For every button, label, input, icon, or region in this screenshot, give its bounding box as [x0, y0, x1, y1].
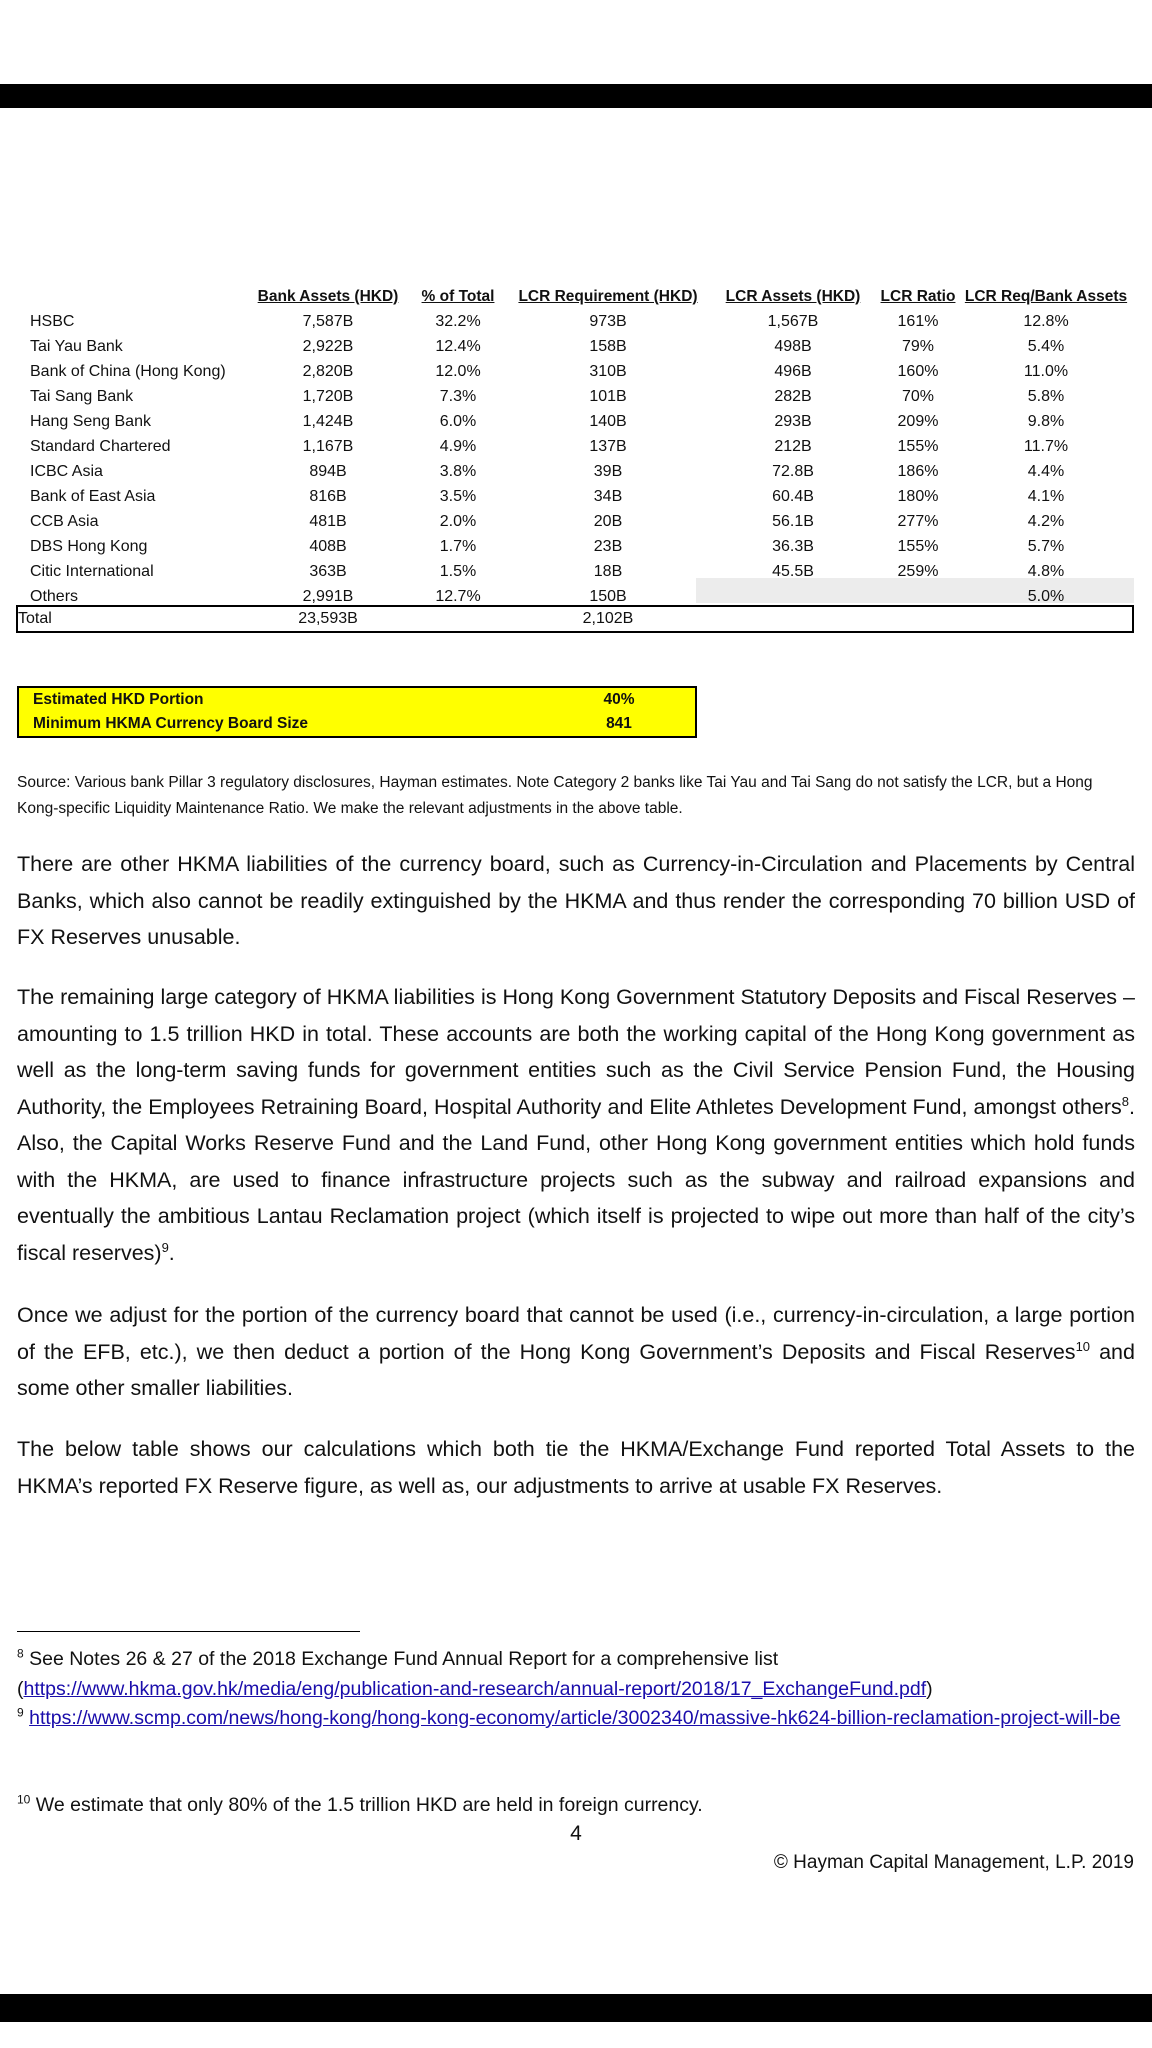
cell-bank-name: Bank of East Asia — [30, 488, 156, 505]
footnote-ref-8[interactable]: 8 — [1121, 1093, 1130, 1109]
cell-pct-total: 2.0% — [439, 513, 477, 530]
table-row — [16, 409, 1134, 434]
cell-bank-assets: 7,587B — [302, 313, 354, 330]
cell-lcr-req-bank-assets: 4.2% — [1027, 513, 1065, 530]
cell-lcr-req-bank-assets: 4.4% — [1027, 463, 1065, 480]
cell-bank-name: Tai Yau Bank — [30, 338, 123, 355]
table-row — [16, 334, 1134, 359]
hkd-portion-highlight-box — [17, 686, 697, 738]
cell-bank-name: Hang Seng Bank — [30, 413, 151, 430]
source-note: Source: Various bank Pillar 3 regulatory disclosures, Hayman estimates. Note Category 2 banks like Tai Yau and Tai Sang do not satisfy the LCR, but a Hong Kong-specific Liquidity Maintenance Ratio. We make the relevant adjustments in the above table. — [17, 774, 1093, 817]
header-lcr-ratio: LCR Ratio — [880, 288, 956, 305]
cell-pct-total: 6.0% — [439, 413, 477, 430]
table-row — [16, 534, 1134, 559]
cell-lcr-req-bank-assets: 12.8% — [1023, 313, 1069, 330]
cell-lcr-requirement: 101B — [589, 388, 627, 405]
cell-lcr-req-bank-assets: 5.0% — [1027, 588, 1065, 605]
cell-bank-name: Citic International — [30, 563, 154, 580]
table-row — [16, 559, 1134, 584]
highlight-value: 40% — [603, 691, 635, 708]
header-lcr-requirement: LCR Requirement (HKD) — [518, 288, 698, 305]
cell-bank-assets: 481B — [309, 513, 347, 530]
header-pct-total: % of Total — [421, 288, 495, 305]
cell-lcr-req-bank-assets: 11.0% — [1023, 363, 1069, 380]
cell-bank-assets: 408B — [309, 538, 347, 555]
cell-lcr-assets: 72.8B — [772, 463, 814, 480]
top-black-bar — [0, 84, 1152, 108]
cell-lcr-requirement: 973B — [589, 313, 627, 330]
paragraph-text: The remaining large category of HKMA liabilities is Hong Kong Government Statutory Deposits and Fiscal Reserves – amounting to 1.5 trillion HKD in total. These accounts are both the working capital of the Hong Kong government as well as the long-term saving funds for government entities such as the Civil Service Pension Fund, the Housing Authority, the Employees Retraining Board, Hospital Authority and Elite Athletes Development Fund, amongst others — [17, 985, 1135, 1119]
table-row — [16, 509, 1134, 534]
cell-lcr-ratio: 277% — [897, 513, 939, 530]
cell-pct-total: 12.0% — [435, 363, 481, 380]
footnote-ref-10[interactable]: 10 — [1075, 1338, 1091, 1354]
cell-lcr-req-bank-assets: 9.8% — [1027, 413, 1065, 430]
scmp-article-link[interactable]: https://www.scmp.com/news/hong-kong/hong-kong-economy/article/3002340/massive-hk624-billion-reclamation-project-will-be — [29, 1707, 1121, 1729]
cell-lcr-assets: 282B — [774, 388, 812, 405]
paragraph-text: Once we adjust for the portion of the currency board that cannot be used (i.e., currency-in-circulation, a large portion of the EFB, etc.), we then deduct a portion of the Hong Kong Government’s Deposits and Fiscal Reserves — [17, 1303, 1135, 1364]
footnote-number: 8 — [17, 1646, 24, 1661]
cell-bank-assets: 1,167B — [302, 438, 354, 455]
table-row — [16, 359, 1134, 384]
cell-bank-name: DBS Hong Kong — [30, 538, 148, 555]
cell-lcr-req-bank-assets: 5.7% — [1027, 538, 1065, 555]
paragraph-text: . Also, the Capital Works Reserve Fund and the Land Fund, other Hong Kong government entities which hold funds with the HKMA, are used to finance infrastructure projects such as the subway and railroad expansions and eventually the ambitious Lantau Reclamation project (which itself is projected to wipe out more than half of the city’s fiscal reserves) — [17, 1094, 1135, 1265]
paragraph-government-deposits — [17, 979, 1135, 1271]
footnote-8 — [17, 1644, 1135, 1704]
cell-lcr-req-bank-assets: 4.1% — [1027, 488, 1065, 505]
table-row — [16, 384, 1134, 409]
footnote-ref-9[interactable]: 9 — [161, 1239, 169, 1255]
cell-lcr-req-bank-assets: 5.4% — [1027, 338, 1065, 355]
footnote-separator — [17, 1631, 360, 1632]
total-label: Total — [18, 610, 52, 627]
paragraph-text: . — [168, 1240, 175, 1265]
cell-lcr-ratio: 155% — [897, 538, 939, 555]
table-row — [16, 484, 1134, 509]
cell-bank-assets: 2,820B — [302, 363, 354, 380]
cell-lcr-requirement: 158B — [589, 338, 627, 355]
cell-pct-total: 1.5% — [439, 563, 477, 580]
footnote-number: 10 — [17, 1792, 31, 1807]
cell-lcr-requirement: 150B — [589, 588, 627, 605]
cell-bank-assets: 1,720B — [302, 388, 354, 405]
cell-bank-name: CCB Asia — [30, 513, 99, 530]
cell-lcr-assets: 496B — [774, 363, 812, 380]
total-lcr-requirement: 2,102B — [582, 610, 634, 627]
cell-pct-total: 32.2% — [435, 313, 481, 330]
bottom-black-bar — [0, 1994, 1152, 2022]
cell-lcr-requirement: 20B — [593, 513, 623, 530]
footnote-10 — [17, 1790, 1135, 1820]
cell-pct-total: 3.5% — [439, 488, 477, 505]
cell-lcr-assets: 498B — [774, 338, 812, 355]
paragraph-table-intro: The below table shows our calculations which both tie the HKMA/Exchange Fund reported Total Assets to the HKMA’s reported FX Reserve figure, as well as, our adjustments to arrive at usable FX Reserves. — [17, 1437, 1135, 1498]
cell-lcr-assets: 293B — [774, 413, 812, 430]
highlight-label: Estimated HKD Portion — [33, 691, 204, 708]
cell-lcr-requirement: 34B — [593, 488, 623, 505]
cell-pct-total: 1.7% — [439, 538, 477, 555]
exchange-fund-report-link[interactable]: https://www.hkma.gov.hk/media/eng/publication-and-research/annual-report/2018/17_ExchangeFund.pdf — [23, 1678, 927, 1700]
cell-pct-total: 3.8% — [439, 463, 477, 480]
cell-pct-total: 12.7% — [435, 588, 481, 605]
footnote-text: We estimate that only 80% of the 1.5 trillion HKD are held in foreign currency. — [30, 1794, 703, 1816]
highlight-label: Minimum HKMA Currency Board Size — [33, 715, 309, 732]
highlight-value: 841 — [606, 715, 632, 732]
cell-pct-total: 4.9% — [439, 438, 477, 455]
cell-lcr-requirement: 310B — [589, 363, 627, 380]
cell-bank-name: Tai Sang Bank — [30, 388, 134, 405]
cell-lcr-requirement: 39B — [593, 463, 623, 480]
cell-bank-name: ICBC Asia — [30, 463, 103, 480]
cell-bank-assets: 2,991B — [302, 588, 354, 605]
cell-bank-assets: 894B — [309, 463, 347, 480]
cell-lcr-assets: 36.3B — [772, 538, 814, 555]
cell-lcr-ratio: 79% — [901, 338, 935, 355]
cell-lcr-ratio: 155% — [897, 438, 939, 455]
table-row — [16, 434, 1134, 459]
table-total-row — [16, 605, 1134, 633]
cell-lcr-requirement: 23B — [593, 538, 623, 555]
cell-bank-name: Standard Chartered — [30, 438, 171, 455]
table-row — [16, 459, 1134, 484]
paragraph-text: and some other smaller liabilities. — [17, 1339, 1135, 1400]
highlight-row — [19, 688, 695, 712]
cell-bank-assets: 2,922B — [302, 338, 354, 355]
table-header-row — [16, 284, 1134, 309]
cell-lcr-assets: 212B — [774, 438, 812, 455]
cell-lcr-assets: 60.4B — [772, 488, 814, 505]
copyright-notice: © Hayman Capital Management, L.P. 2019 — [773, 1852, 1134, 1873]
cell-lcr-ratio: 161% — [897, 313, 939, 330]
page-number: 4 — [570, 1822, 582, 1845]
footnote-text: See Notes 26 & 27 of the 2018 Exchange Fund Annual Report for a comprehensive list ( — [17, 1648, 779, 1700]
cell-lcr-ratio: 259% — [897, 563, 939, 580]
cell-lcr-ratio: 209% — [897, 413, 939, 430]
header-bank-assets: Bank Assets (HKD) — [257, 288, 399, 305]
paragraph-adjustments — [17, 1297, 1135, 1407]
cell-lcr-ratio: 160% — [897, 363, 939, 380]
highlight-row — [19, 712, 695, 736]
cell-lcr-req-bank-assets: 4.8% — [1027, 563, 1065, 580]
cell-bank-name: Others — [30, 588, 79, 605]
cell-lcr-assets: 56.1B — [772, 513, 814, 530]
cell-lcr-ratio: 70% — [901, 388, 935, 405]
header-lcr-req-bank-assets: LCR Req/Bank Assets — [964, 288, 1128, 305]
table-row — [16, 309, 1134, 334]
total-bank-assets: 23,593B — [298, 610, 358, 627]
cell-lcr-ratio: 180% — [897, 488, 939, 505]
cell-lcr-req-bank-assets: 11.7% — [1023, 438, 1069, 455]
cell-lcr-assets: 45.5B — [772, 563, 814, 580]
header-lcr-assets: LCR Assets (HKD) — [725, 288, 861, 305]
cell-pct-total: 12.4% — [435, 338, 481, 355]
cell-lcr-ratio: 186% — [897, 463, 939, 480]
cell-pct-total: 7.3% — [439, 388, 477, 405]
paragraph-other-liabilities: There are other HKMA liabilities of the currency board, such as Currency-in-Circulation and Placements by Central Banks, which also cannot be readily extinguished by the HKMA and thus render the corresponding 70 billion USD of FX Reserves unusable. — [17, 852, 1135, 949]
cell-lcr-requirement: 18B — [593, 563, 623, 580]
cell-bank-name: Bank of China (Hong Kong) — [30, 363, 226, 380]
cell-lcr-requirement: 140B — [589, 413, 627, 430]
footnote-number: 9 — [17, 1705, 24, 1720]
footnote-9 — [17, 1703, 1135, 1733]
cell-lcr-req-bank-assets: 5.8% — [1027, 388, 1065, 405]
cell-bank-assets: 363B — [309, 563, 347, 580]
cell-bank-assets: 816B — [309, 488, 347, 505]
cell-bank-name: HSBC — [30, 313, 75, 330]
cell-bank-assets: 1,424B — [302, 413, 354, 430]
cell-lcr-requirement: 137B — [589, 438, 627, 455]
cell-lcr-assets: 1,567B — [767, 313, 819, 330]
footnote-text: ) — [926, 1678, 933, 1700]
